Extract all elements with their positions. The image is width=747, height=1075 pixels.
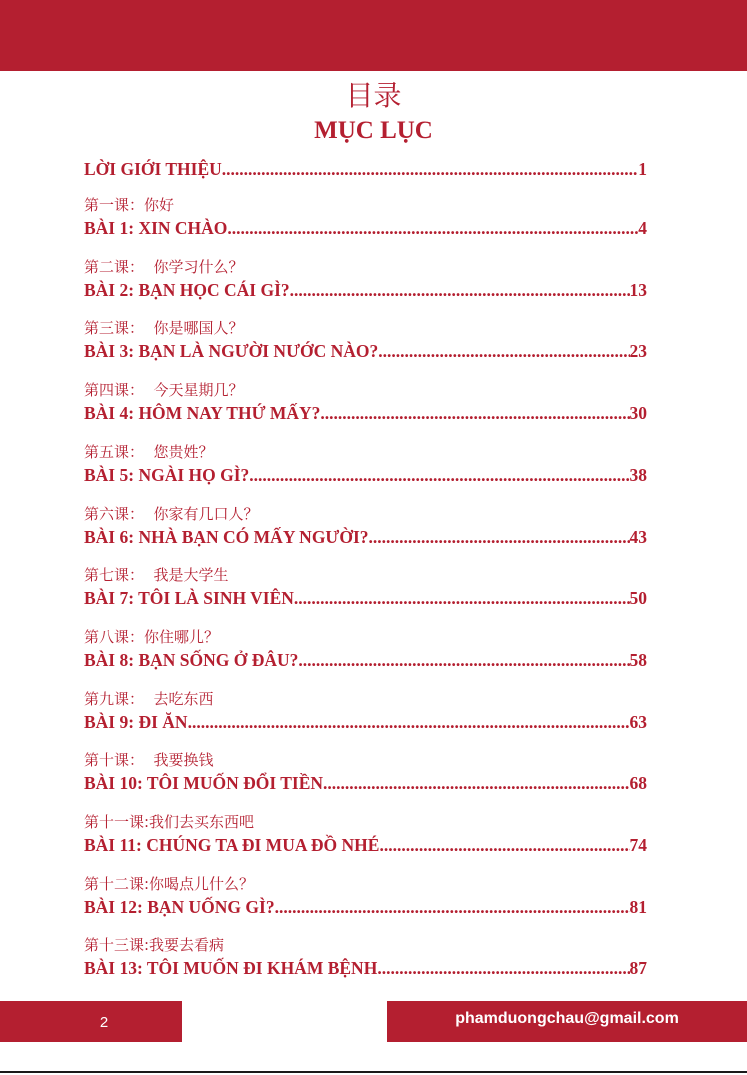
dot-leader <box>227 217 638 239</box>
toc-entry-lesson-6[interactable] <box>84 526 647 548</box>
toc-entry-page: 50 <box>629 588 647 608</box>
toc-entry-lesson-3[interactable] <box>84 340 647 362</box>
toc-entry-page: 13 <box>629 280 647 300</box>
lesson-title-chinese: 第九课： 去吃东西 <box>84 690 214 708</box>
toc-entry-page: 87 <box>629 958 647 978</box>
toc-entry-label: BÀI 9: ĐI ĂN <box>84 712 188 732</box>
lesson-title-chinese: 第十一课:我们去买东西吧 <box>84 813 255 831</box>
toc-entry-lesson-13[interactable] <box>84 957 647 979</box>
toc-entry-lesson-9[interactable] <box>84 711 647 733</box>
toc-entry-page: 63 <box>629 712 647 732</box>
toc-entry-lesson-1[interactable] <box>84 217 647 239</box>
dot-leader <box>379 834 629 856</box>
lesson-title-chinese: 第十三课:我要去看病 <box>84 936 225 954</box>
toc-entry-page: 43 <box>629 527 647 547</box>
page-title-chinese: 目录 <box>345 79 402 112</box>
toc-entry-page: 68 <box>629 773 647 793</box>
toc-entry-page: 23 <box>629 341 647 361</box>
dot-leader <box>369 526 630 548</box>
toc-entry-lesson-4[interactable] <box>84 402 647 424</box>
toc-entry-label: BÀI 11: CHÚNG TA ĐI MUA ĐỒ NHÉ <box>84 835 380 855</box>
toc-entry-label: BÀI 3: BẠN LÀ NGƯỜI NƯỚC NÀO? <box>84 341 379 361</box>
dot-leader <box>275 896 630 918</box>
dot-leader <box>377 957 629 979</box>
lesson-title-chinese: 第七课： 我是大学生 <box>84 566 229 584</box>
toc-entry-page: 30 <box>629 403 647 423</box>
header-band <box>0 0 747 71</box>
dot-leader <box>298 649 629 671</box>
toc-entry-label: BÀI 4: HÔM NAY THỨ MẤY? <box>84 403 321 423</box>
toc-entry-lesson-7[interactable] <box>84 587 647 609</box>
lesson-title-chinese: 第四课： 今天星期几？ <box>84 381 244 399</box>
toc-entry-label: BÀI 5: NGÀI HỌ GÌ? <box>84 465 250 485</box>
dot-leader <box>378 340 629 362</box>
lesson-title-chinese: 第十二课:你喝点儿什么？ <box>84 875 255 893</box>
toc-entry-label: LỜI GIỚI THIỆU. <box>84 159 227 179</box>
lesson-title-chinese: 第八课：你住哪儿？ <box>84 628 220 646</box>
lesson-title-chinese: 第二课： 你学习什么？ <box>84 258 244 276</box>
toc-entry-label: BÀI 13: TÔI MUỐN ĐI KHÁM BỆNH <box>84 958 378 978</box>
toc-entry-label: BÀI 12: BẠN UỐNG GÌ? <box>84 897 275 917</box>
toc-entry-label: BÀI 2: BẠN HỌC CÁI GÌ? <box>84 280 290 300</box>
lesson-title-chinese: 第五课： 您贵姓？ <box>84 443 214 461</box>
toc-entry-lesson-11[interactable] <box>84 834 647 856</box>
dot-leader <box>226 158 638 180</box>
toc-entry-lesson-2[interactable] <box>84 279 647 301</box>
toc-entry-label: BÀI 7: TÔI LÀ SINH VIÊN <box>84 588 294 608</box>
dot-leader <box>249 464 629 486</box>
lesson-title-chinese: 第三课： 你是哪国人？ <box>84 319 244 337</box>
dot-leader <box>320 402 629 424</box>
dot-leader <box>188 711 630 733</box>
toc-entry-page: 1 <box>638 159 647 179</box>
page-number: 2 <box>99 1014 109 1031</box>
toc-entry-label: BÀI 1: XIN CHÀO <box>84 218 228 238</box>
contact-email: phamduongchau@gmail.com <box>455 1010 679 1027</box>
lesson-title-chinese: 第六课： 你家有几口人？ <box>84 505 259 523</box>
page-title: MỤC LỤC <box>314 117 433 144</box>
dot-leader <box>294 587 630 609</box>
toc-entry-lesson-5[interactable] <box>84 464 647 486</box>
toc-entry-page: 58 <box>629 650 647 670</box>
dot-leader <box>290 279 630 301</box>
toc-entry-label: BÀI 6: NHÀ BẠN CÓ MẤY NGƯỜI? <box>84 527 369 547</box>
toc-entry-page: 74 <box>629 835 647 855</box>
toc-entry-lesson-10[interactable] <box>84 772 647 794</box>
toc-entry-lesson-8[interactable] <box>84 649 647 671</box>
lesson-title-chinese: 第十课： 我要换钱 <box>84 751 214 769</box>
toc-entry-lesson-12[interactable] <box>84 896 647 918</box>
lesson-title-chinese: 第一课：你好 <box>84 196 175 214</box>
toc-entry-page: 38 <box>629 465 647 485</box>
dot-leader <box>323 772 629 794</box>
toc-entry-page: 81 <box>629 897 647 917</box>
toc-entry-label: BÀI 8: BẠN SỐNG Ở ĐÂU? <box>84 650 299 670</box>
toc-entry-label: BÀI 10: TÔI MUỐN ĐỔI TIỀN <box>84 773 324 793</box>
toc-entry-page: 4 <box>638 218 647 238</box>
toc-entry-intro[interactable] <box>84 158 647 180</box>
bottom-divider <box>0 1071 747 1073</box>
